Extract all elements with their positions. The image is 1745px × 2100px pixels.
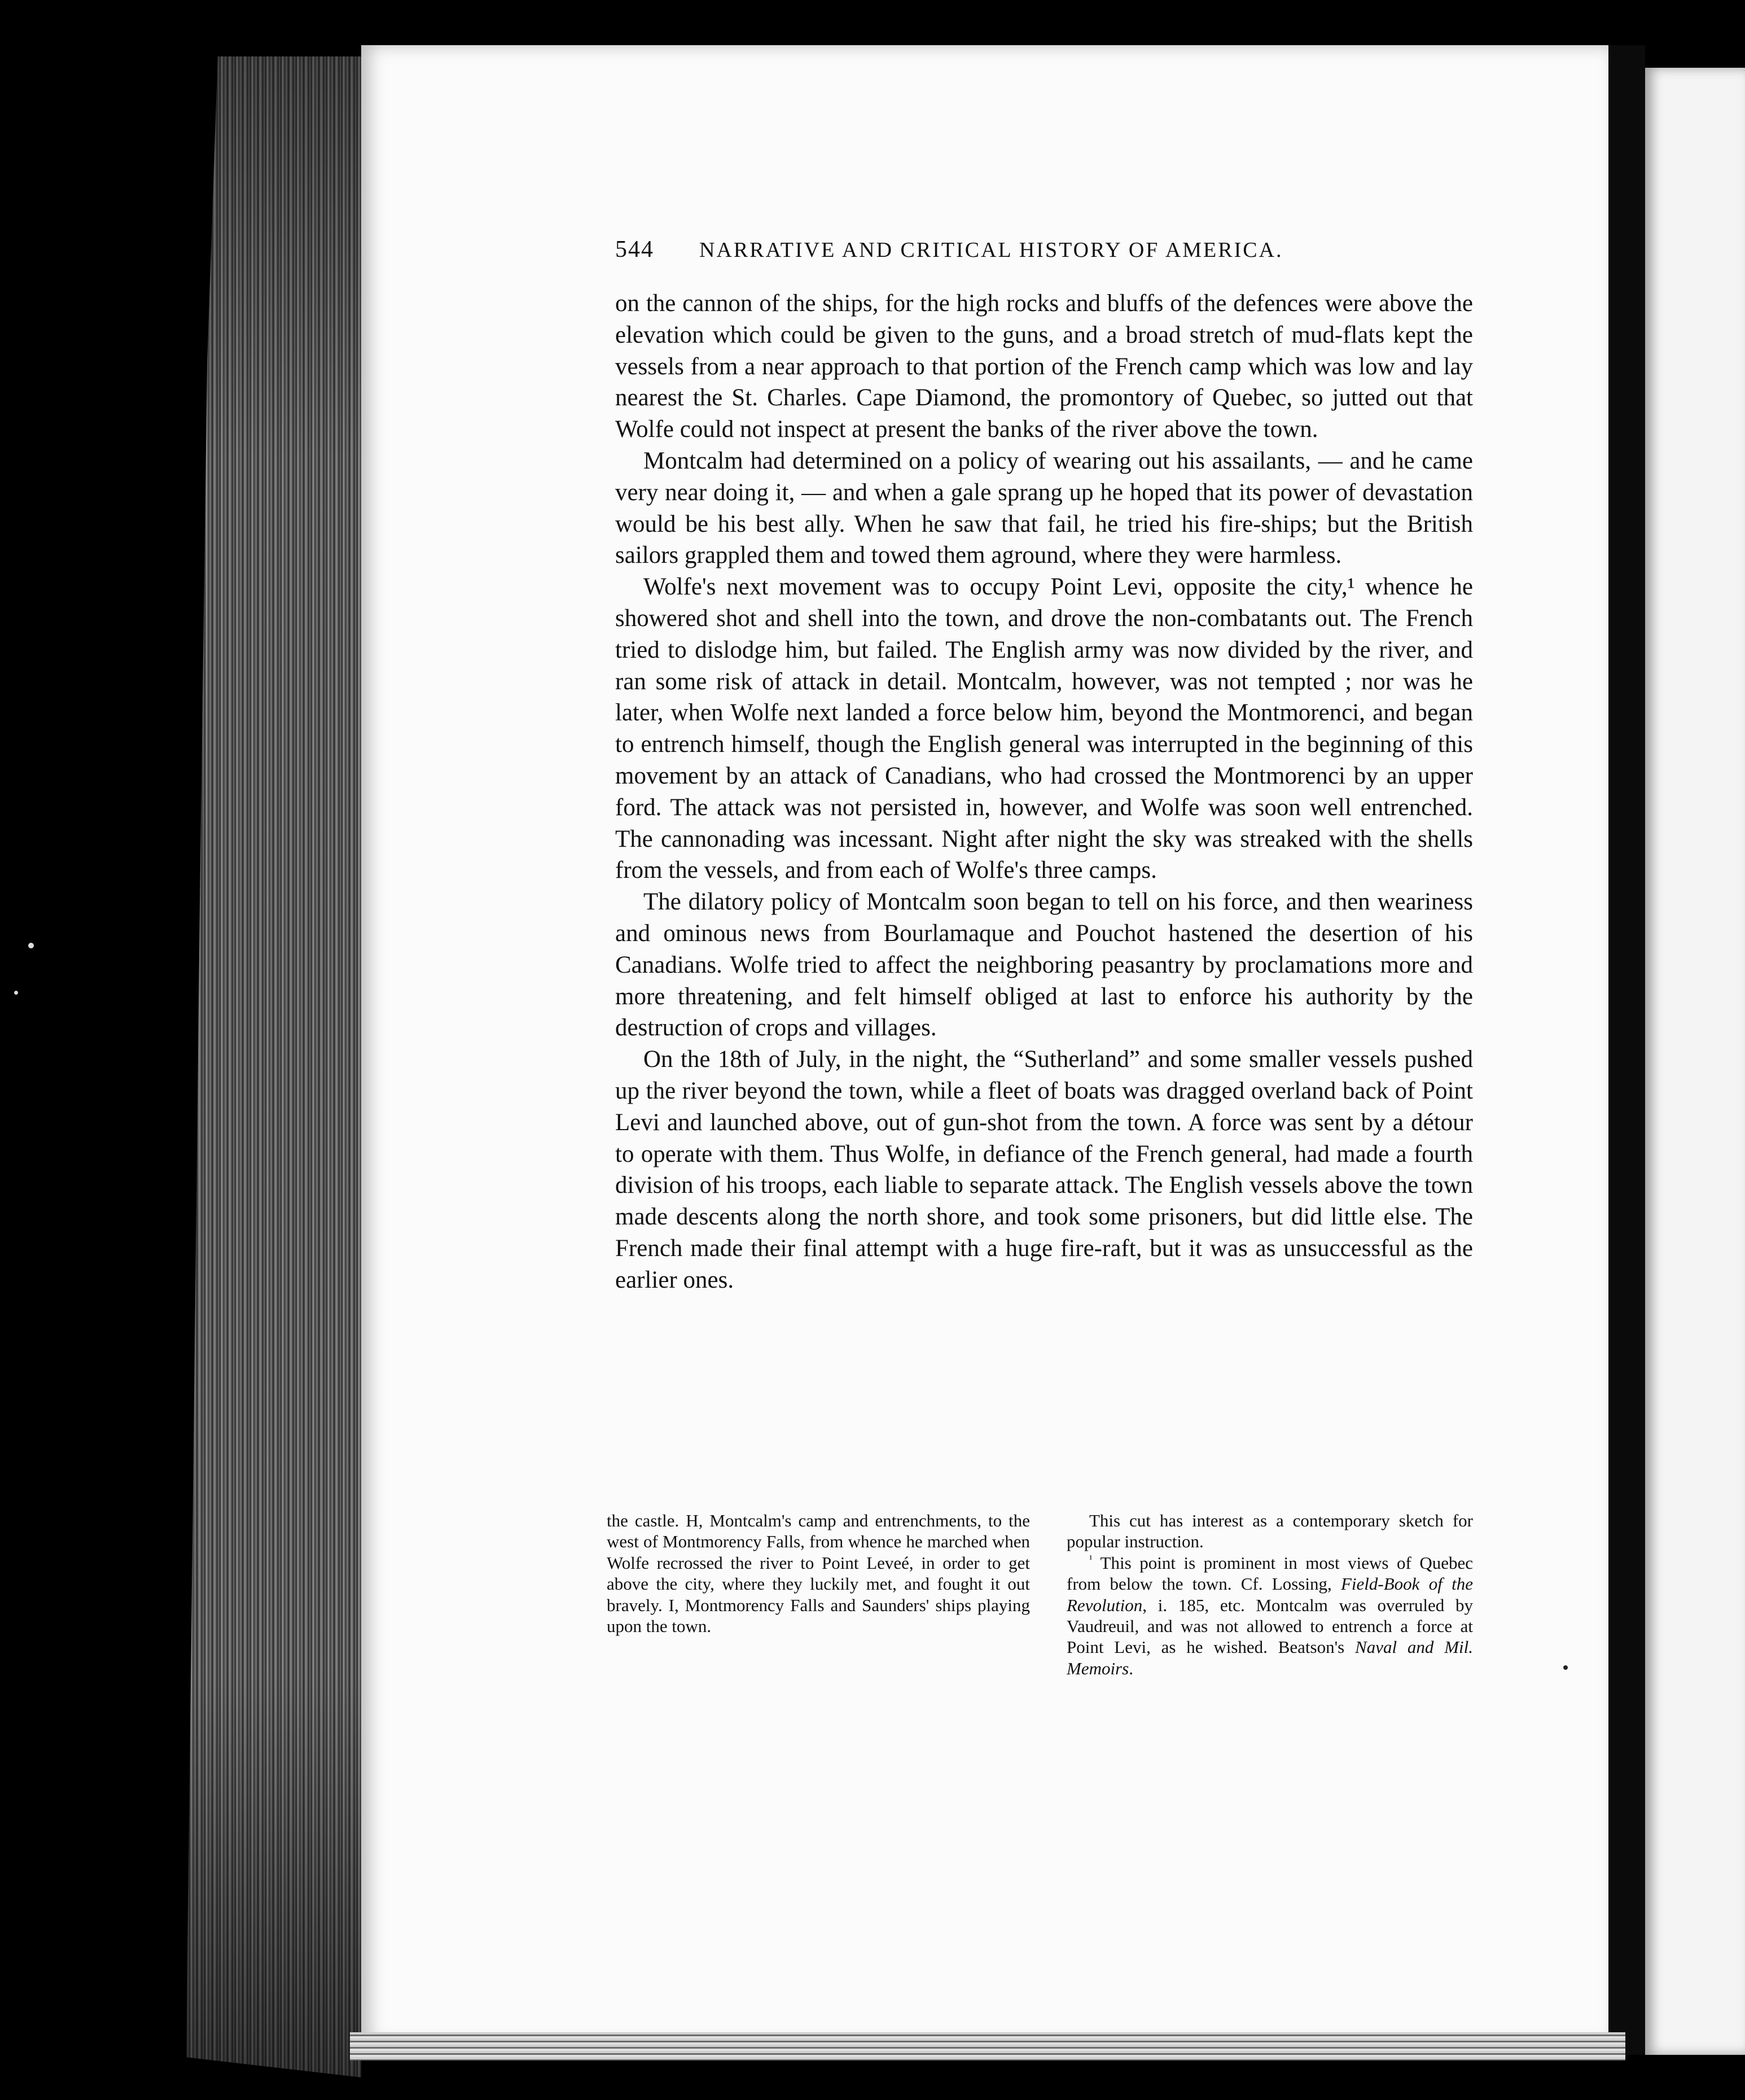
footnote-text: , i. 185, etc. Montcalm was overruled by Vaudreuil, and was not allowed to entrench a force at Point Levi, as he wished. Beatson's — [1067, 1595, 1473, 1657]
paragraph: On the 18th of July, in the night, the “Sutherland” and some smaller vessels pushed up the river beyond the town, while a fleet of boats was dragged overland back of Point Levi and launched above, out of gun-shot from the town. A force was sent by a détour to operate with them. Thus Wolfe, in defiance of the French general, had made a fourth division of his troops, each liable to separate attack. The English vessels above the town made descents along the north shore, and took some prisoners, but did little else. The French made their final attempt with a huge fire-raft, but it was as unsuccessful as the earlier ones. — [615, 1046, 1473, 1293]
dust-speck — [1563, 1665, 1568, 1670]
footnote-1 — [1067, 1552, 1473, 1679]
page-number: 544 — [615, 237, 654, 262]
running-head-title: NARRATIVE AND CRITICAL HISTORY OF AMERICA. — [699, 238, 1283, 262]
footnote-caption: the castle. H, Montcalm's camp and entrenchments, to the west of Montmorency Falls, from whence he marched when Wolfe recrossed the river to Point Leveé, in order to get above the city, where they luckily met, and fought it out bravely. I, Montmorency Falls and Saunders' ships playing upon the town. — [607, 1511, 1030, 1637]
footnote-right-column — [1067, 1510, 1473, 1679]
footnote-marker: ¹ — [1089, 1553, 1093, 1565]
paragraph: Montcalm had determined on a policy of wearing out his assailants, — and he came very near doing it, — and when a gale sprang up he hoped that its power of devastation would be his best ally. When he saw that fail, he tried his fire-ships; but the British sailors grappled them and towed them aground, where they were harmless. — [615, 447, 1473, 569]
footnote-citation: Field-Book of the Revolution — [1067, 1574, 1473, 1615]
paragraph: The dilatory policy of Montcalm soon began to tell on his force, and then weariness and ominous news from Bourlamaque and Pouchot hastened the desertion of his Canadians. Wolfe tried to affect the neighboring peasantry by proclamations more and more threatening, and felt himself obliged at last to enforce his authority by the destruction of crops and villages. — [615, 889, 1473, 1042]
page-edges-shadow — [186, 56, 361, 2077]
footnote-text: . — [1129, 1658, 1133, 1678]
footnote-left-column — [607, 1510, 1030, 1637]
running-head — [615, 236, 1394, 263]
body-text — [615, 288, 1473, 1296]
paragraph: on the cannon of the ships, for the high rocks and bluffs of the defences were above the elevation which could be given to the guns, and a broad stretch of mud-flats kept the vessels from a near approach to that portion of the French camp which was low and lay nearest the St. Charles. Cape Diamond, the promontory of Quebec, so jutted out that Wolfe could not inspect at present the banks of the river above the town. — [615, 290, 1473, 443]
dust-speck — [28, 943, 34, 948]
page-bottom-edge — [350, 2032, 1625, 2060]
footnote-citation: Naval and Mil. Memoirs — [1067, 1637, 1473, 1678]
gutter — [1608, 45, 1645, 2055]
footnote-note: This cut has interest as a contemporary sketch for popular instruction. — [1067, 1511, 1473, 1552]
dust-speck — [14, 991, 18, 995]
footnote-text: This point is prominent in most views of Quebec from below the town. Cf. Lossing, — [1067, 1552, 1473, 1594]
facing-page-edge — [1645, 68, 1745, 2055]
paragraph: Wolfe's next movement was to occupy Point Levi, opposite the city,¹ whence he showered shot and shell into the town, and drove the non-combatants out. The French tried to dislodge him, but failed. The English army was now divided by the river, and ran some risk of attack in detail. Montcalm, however, was not tempted ; nor was he later, when Wolfe next landed a force below him, beyond the Montmorenci, and began to entrench himself, though the English general was interrupted in the beginning of this movement by an attack of Canadians, who had crossed the Montmorenci by an upper ford. The attack was not persisted in, however, and Wolfe was soon well entrenched. The cannonading was incessant. Night after night the sky was streaked with the shells from the vessels, and from each of Wolfe's three camps. — [615, 574, 1473, 884]
